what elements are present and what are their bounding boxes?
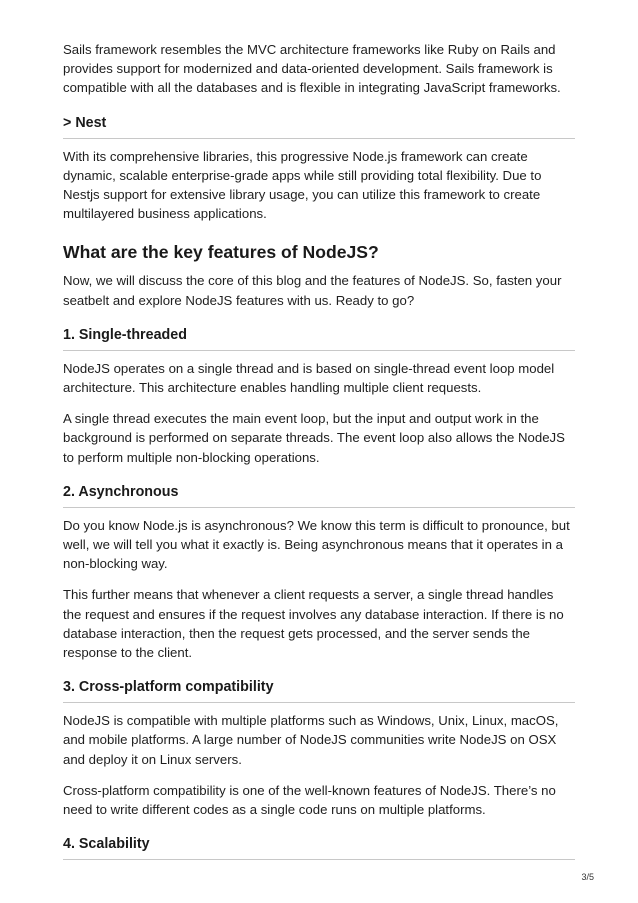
single-threaded-paragraph-1: NodeJS operates on a single thread and is based on single-thread event loop model architecture. This architecture enables handling multiple client requests. (63, 360, 555, 396)
single-threaded-paragraph-2: A single thread executes the main event loop, but the input and output work in the background is performed on separate threads. The event loop also allows the NodeJS to perform multiple non-blocking operations. (63, 411, 565, 465)
asynchronous-heading: 2. Asynchronous (63, 483, 575, 508)
page-number: 3/5 (581, 872, 594, 882)
sails-paragraph: Sails framework resembles the MVC architecture frameworks like Ruby on Rails and provides support for modernized and data-oriented development. Sails framework is compatible with all the databases and is flexible in integrating JavaScript frameworks. (63, 42, 561, 96)
cross-platform-paragraph-2: Cross-platform compatibility is one of the well-known features of NodeJS. There’s no need to write different codes as a single code runs on multiple platforms. (63, 782, 556, 818)
single-threaded-heading: 1. Single-threaded (63, 326, 575, 351)
cross-platform-heading: 3. Cross-platform compatibility (63, 678, 575, 703)
asynchronous-paragraph-1: Do you know Node.js is asynchronous? We know this term is difficult to pronounce, but well, we will tell you what it exactly is. Being asynchronous means that it operates in a non-blocking way. (63, 517, 570, 572)
nest-heading: > Nest (63, 114, 575, 139)
features-intro-paragraph: Now, we will discuss the core of this blog and the features of NodeJS. So, fasten your seatbelt and explore NodeJS features with us. Ready to go? (63, 273, 562, 308)
cross-platform-paragraph-1: NodeJS is compatible with multiple platforms such as Windows, Unix, Linux, macOS, and mobile platforms. A large number of NodeJS communities write NodeJS on OSX and deploy it on Linux servers. (63, 713, 559, 767)
document-page (63, 36, 575, 868)
scalability-heading: 4. Scalability (63, 835, 575, 860)
features-heading: What are the key features of NodeJS? (63, 242, 379, 263)
nest-paragraph: With its comprehensive libraries, this progressive Node.js framework can create dynamic, scalable enterprise-grade apps while still providing total flexibility. Due to Nestjs support for extensive library usage, you can utilize this framework to create multilayered business applications. (63, 148, 542, 222)
asynchronous-paragraph-2: This further means that whenever a client requests a server, a single thread handles the request and ensures if the request involves any database interaction. If there is no database interaction, then the request gets processed, and the server sends the response to the client. (63, 587, 564, 661)
